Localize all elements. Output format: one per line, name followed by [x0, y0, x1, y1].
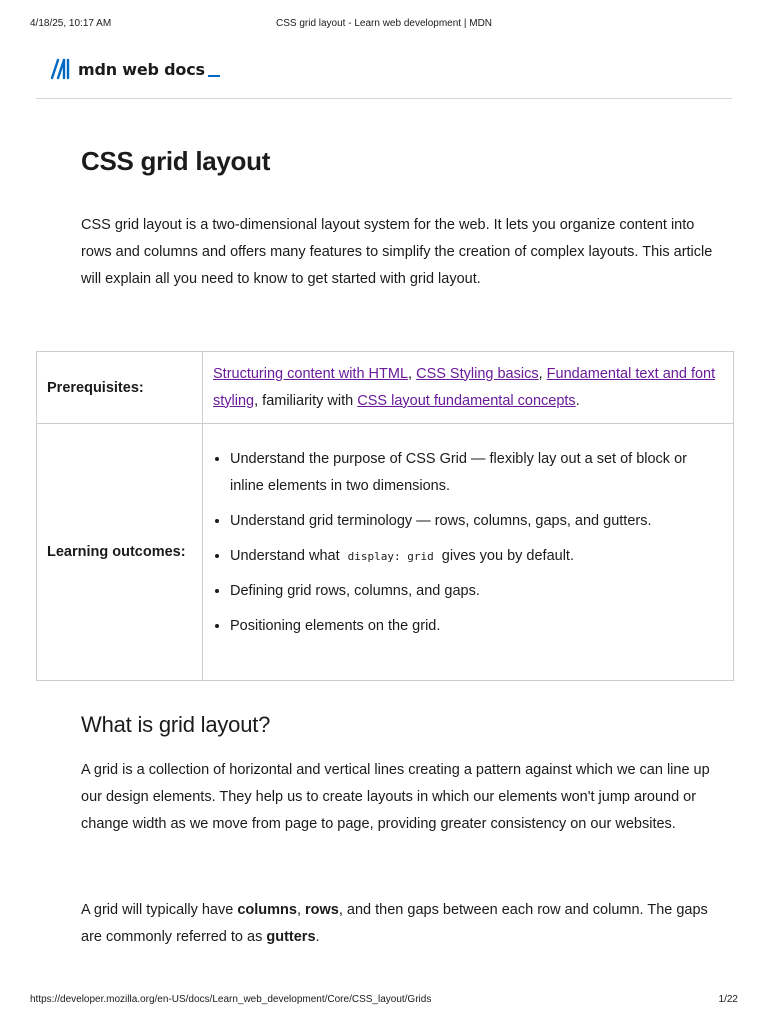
info-table — [36, 351, 734, 681]
section-paragraph-1: A grid is a collection of horizontal and vertical lines creating a pattern against which we can line up our design elements. They help us to create layouts in which our elements won't jump around or change width as we move from page to page, providing greater consistency on our websites. — [81, 762, 710, 832]
prereq-sep-2: , — [538, 365, 547, 382]
print-page-title: CSS grid layout - Learn web development | MDN — [275, 18, 493, 29]
inline-code-display-grid: display: grid — [347, 550, 434, 563]
list-item: • Understand grid terminology — rows, columns, gaps, and gutters. — [230, 508, 723, 535]
prerequisites-row — [37, 352, 734, 424]
outcome-3-text: Understand what — [230, 548, 340, 564]
print-url: https://developer.mozilla.org/en-US/docs/Learn_web_development/Core/CSS_layout/Grids — [30, 994, 432, 1005]
page-title: CSS grid layout — [81, 146, 271, 176]
para2-text-c: , — [296, 902, 306, 918]
prereq-end: . — [575, 392, 580, 409]
link-structuring-content-html[interactable]: Structuring content with HTML — [213, 365, 409, 382]
print-datetime: 4/18/25, 10:17 AM — [30, 18, 112, 29]
link-css-layout-fundamentals[interactable]: CSS layout fundamental concepts — [357, 392, 576, 409]
para2-text-g: . — [315, 929, 320, 945]
mdn-m-icon — [50, 58, 74, 80]
term-gutters: gutters — [266, 929, 316, 945]
para2-text-e: , and then gaps between each row and column. The gaps are commonly referred to as — [81, 902, 708, 945]
prereq-sep-1: , — [408, 365, 417, 382]
section-paragraph-2 — [81, 897, 723, 951]
section-heading-what-is-grid: What is grid layout? — [81, 712, 271, 737]
mdn-logo[interactable] — [50, 58, 220, 80]
list-item: • Positioning elements on the grid. — [230, 613, 723, 640]
term-rows: rows — [305, 902, 339, 918]
prereq-middle-text: , familiarity with — [254, 392, 358, 409]
para2-text-a: A grid will typically have — [81, 902, 238, 918]
print-page-number: 1/22 — [718, 994, 738, 1005]
list-item: • Defining grid rows, columns, and gaps. — [230, 578, 723, 605]
learning-outcomes-value — [203, 424, 734, 681]
term-columns: columns — [237, 902, 297, 918]
logo-text: mdn web docs — [78, 59, 205, 79]
list-item — [230, 543, 723, 570]
header-divider — [36, 98, 732, 99]
outcome-3-after: gives you by default. — [441, 548, 574, 564]
prerequisites-label: Prerequisites: — [37, 352, 203, 424]
prerequisites-value — [203, 352, 734, 424]
learning-outcomes-row — [37, 424, 734, 681]
link-fundamental-text-font-styling[interactable]: Fundamental text and font styling — [213, 365, 716, 409]
list-item: • Understand the purpose of CSS Grid — flexibly lay out a set of block or inline elements in two dimensions. — [230, 446, 723, 500]
learning-outcomes-list — [213, 446, 723, 640]
link-css-styling-basics[interactable]: CSS Styling basics — [416, 365, 539, 382]
logo-cursor — [208, 75, 220, 77]
learning-outcomes-label: Learning outcomes: — [37, 424, 203, 681]
intro-paragraph: CSS grid layout is a two-dimensional layout system for the web. It lets you organize content into rows and columns and offers many features to simplify the creation of complex layouts. This article will explain all you need to know to get started with grid layout. — [81, 217, 713, 287]
